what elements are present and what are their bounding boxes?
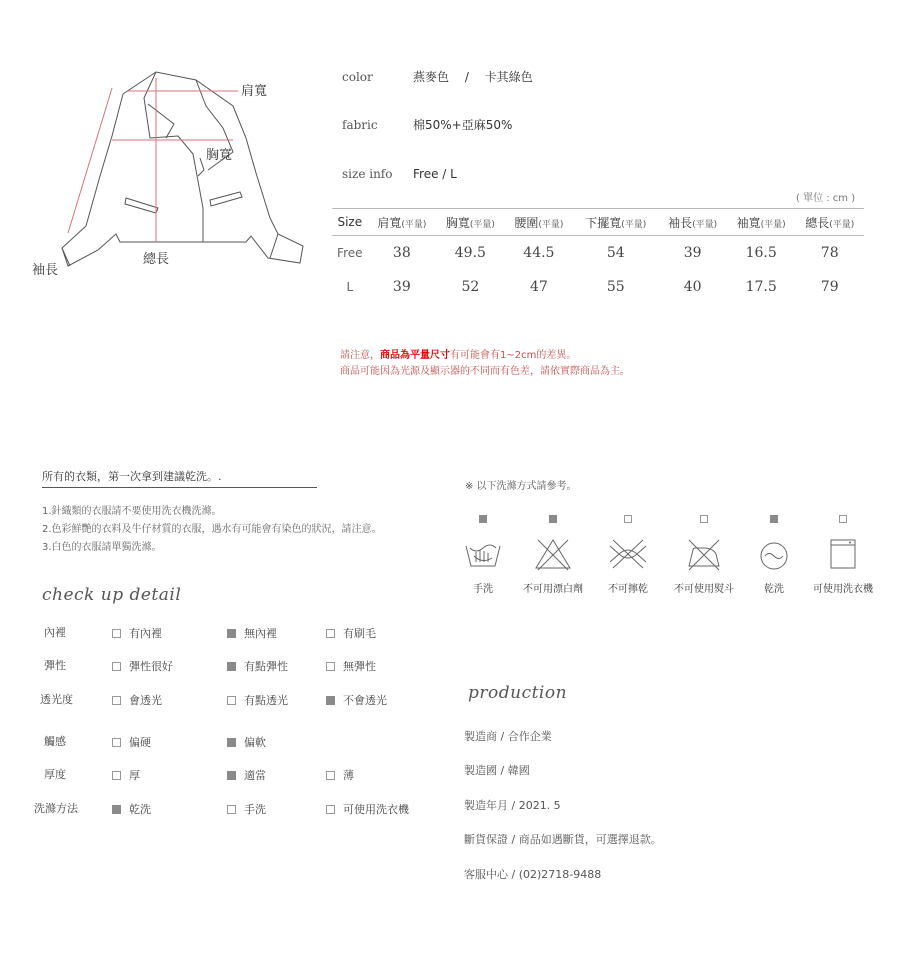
table-cell: 55	[606, 279, 625, 295]
table-cell: 47	[529, 279, 548, 295]
sleeve-length-label: 袖長	[32, 263, 59, 278]
detail-row-label: 觸感	[44, 735, 66, 748]
checked-box-icon	[227, 738, 236, 747]
unchecked-box-icon	[624, 515, 632, 523]
detail-option	[112, 801, 151, 817]
detail-option	[227, 625, 277, 641]
checked-box-icon	[227, 662, 236, 671]
table-cell: 39	[392, 279, 411, 295]
wash-item-label: 不可擰乾	[608, 584, 648, 595]
checked-box-icon	[112, 805, 121, 814]
detail-option	[112, 734, 151, 750]
wash-item-label: 不可使用熨斗	[674, 584, 734, 595]
unit-label: ( 單位 : cm )	[796, 193, 856, 204]
table-cell: Free	[337, 246, 363, 260]
detail-option-label: 可使用洗衣機	[343, 803, 409, 816]
table-cell: 49.5	[454, 245, 486, 261]
table-cell: 52	[461, 279, 480, 295]
hand-wash-icon	[462, 536, 504, 572]
wash-note: ※ 以下洗滌方式請參考。	[465, 481, 577, 492]
detail-option	[326, 658, 376, 674]
unchecked-box-icon	[112, 629, 121, 638]
color-value: 燕麥色 / 卡其綠色	[413, 70, 533, 84]
wash-item	[588, 515, 668, 595]
detail-option	[112, 692, 162, 708]
checked-box-icon	[549, 515, 557, 523]
unchecked-box-icon	[112, 696, 121, 705]
sleeve-length-header: 袖長(平量)	[658, 209, 727, 236]
checked-box-icon	[479, 515, 487, 523]
table-row	[332, 270, 864, 304]
detail-option	[227, 692, 288, 708]
jacket-sketch	[28, 58, 318, 288]
detail-option-label: 有點彈性	[244, 660, 288, 673]
table-cell: 38	[392, 245, 411, 261]
chest-header: 胸寬(平量)	[436, 209, 505, 236]
table-cell: 40	[683, 279, 702, 295]
detail-option	[227, 801, 266, 817]
detail-option-label: 手洗	[244, 803, 266, 816]
unchecked-box-icon	[326, 771, 335, 780]
table-cell: 44.5	[523, 245, 555, 261]
unchecked-box-icon	[326, 629, 335, 638]
size-info-value: Free / L	[413, 167, 457, 181]
unchecked-box-icon	[112, 771, 121, 780]
production-line: 製造年月 / 2021. 5	[464, 799, 561, 812]
chest-width-label: 胸寬	[206, 148, 233, 163]
fabric-key: fabric	[342, 118, 378, 132]
table-cell: 79	[820, 279, 839, 295]
detail-option-label: 有點透光	[244, 694, 288, 707]
checked-box-icon	[770, 515, 778, 523]
production-heading: production	[468, 683, 568, 703]
notice-line-1: 請注意，商品為平量尺寸有可能會有1~2cm的差異。	[340, 350, 577, 361]
checked-box-icon	[227, 771, 236, 780]
size-table	[332, 208, 864, 304]
production-line: 斷貨保證 / 商品如遇斷貨，可選擇退款。	[464, 833, 662, 846]
detail-option-label: 彈性很好	[129, 660, 173, 673]
detail-option-label: 薄	[343, 769, 354, 782]
checked-box-icon	[227, 629, 236, 638]
table-cell: 78	[820, 245, 839, 261]
detail-option	[112, 625, 162, 641]
detail-row-label: 彈性	[44, 659, 66, 672]
washing-machine-icon	[822, 536, 864, 572]
unchecked-box-icon	[700, 515, 708, 523]
total-length-label: 總長	[143, 252, 170, 267]
checked-box-icon	[326, 696, 335, 705]
no-wring-icon	[607, 536, 649, 572]
unchecked-box-icon	[227, 805, 236, 814]
detail-option-label: 厚	[129, 769, 140, 782]
wash-item-label: 手洗	[473, 584, 493, 595]
size-header: Size	[332, 209, 368, 236]
detail-option	[227, 767, 266, 783]
detail-option-label: 適當	[244, 769, 266, 782]
table-cell: 39	[683, 245, 702, 261]
waist-header: 腰圍(平量)	[505, 209, 574, 236]
detail-option	[326, 767, 354, 783]
unchecked-box-icon	[326, 805, 335, 814]
wash-item-label: 乾洗	[764, 584, 784, 595]
notice-line-2: 商品可能因為光源及顯示器的不同而有色差，請依實際商品為主。	[340, 366, 630, 377]
detail-option-label: 乾洗	[129, 803, 151, 816]
no-iron-icon	[683, 536, 725, 572]
shoulder-header: 肩寬(平量)	[368, 209, 437, 236]
sleeve-width-header: 袖寬(平量)	[727, 209, 796, 236]
detail-option-label: 無內裡	[244, 627, 277, 640]
detail-option-label: 有刷毛	[343, 627, 376, 640]
detail-option-label: 偏硬	[129, 736, 151, 749]
color-key: color	[342, 70, 373, 84]
wash-item	[443, 515, 523, 595]
detail-option-label: 不會透光	[343, 694, 387, 707]
size-info-key: size info	[342, 167, 393, 181]
wash-item	[734, 515, 814, 595]
wash-item-label: 可使用洗衣機	[813, 584, 873, 595]
care-line: 1.針織類的衣服請不要使用洗衣機洗滌。	[42, 506, 222, 517]
detail-option	[112, 767, 140, 783]
detail-option	[112, 658, 173, 674]
detail-row-label: 厚度	[44, 768, 66, 781]
detail-option-label: 無彈性	[343, 660, 376, 673]
fabric-value: 棉50%+亞麻50%	[413, 118, 513, 132]
detail-option	[326, 692, 387, 708]
shoulder-width-label: 肩寬	[241, 84, 268, 99]
table-cell: 16.5	[745, 245, 777, 261]
detail-row-label: 洗滌方法	[34, 802, 78, 815]
unchecked-box-icon	[112, 738, 121, 747]
care-line: 3.白色的衣服請單獨洗滌。	[42, 542, 162, 553]
check-up-detail-heading: check up detail	[42, 585, 182, 605]
wash-item	[664, 515, 744, 595]
unchecked-box-icon	[112, 662, 121, 671]
table-cell: 17.5	[745, 279, 777, 295]
unchecked-box-icon	[227, 696, 236, 705]
jacket-outline-drawing	[28, 58, 318, 288]
production-line: 製造國 / 韓國	[464, 764, 530, 777]
unchecked-box-icon	[839, 515, 847, 523]
unchecked-box-icon	[326, 662, 335, 671]
care-title: 所有的衣類，第一次拿到建議乾洗。.	[42, 468, 317, 488]
detail-option-label: 有內裡	[129, 627, 162, 640]
detail-option-label: 偏軟	[244, 736, 266, 749]
hem-header: 下擺寬(平量)	[573, 209, 658, 236]
size-table-header-row	[332, 209, 864, 236]
table-cell: 54	[606, 245, 625, 261]
detail-option-label: 會透光	[129, 694, 162, 707]
detail-option	[326, 801, 409, 817]
detail-option	[227, 658, 288, 674]
production-line: 製造商 / 合作企業	[464, 730, 552, 743]
production-line: 客服中心 / (02)2718-9488	[464, 868, 602, 881]
care-line: 2.色彩鮮艷的衣料及牛仔材質的衣服，遇水有可能會有染色的狀況，請注意。	[42, 524, 382, 535]
detail-row-label: 透光度	[40, 693, 73, 706]
detail-row-label: 內裡	[44, 626, 66, 639]
table-row	[332, 236, 864, 271]
detail-option	[227, 734, 266, 750]
dry-clean-icon	[753, 536, 795, 572]
wash-item-label: 不可用漂白劑	[523, 584, 583, 595]
table-cell: L	[346, 280, 354, 294]
wash-item	[513, 515, 593, 595]
total-length-header: 總長(平量)	[795, 209, 864, 236]
no-bleach-icon	[532, 536, 574, 572]
detail-option	[326, 625, 376, 641]
wash-item	[803, 515, 883, 595]
